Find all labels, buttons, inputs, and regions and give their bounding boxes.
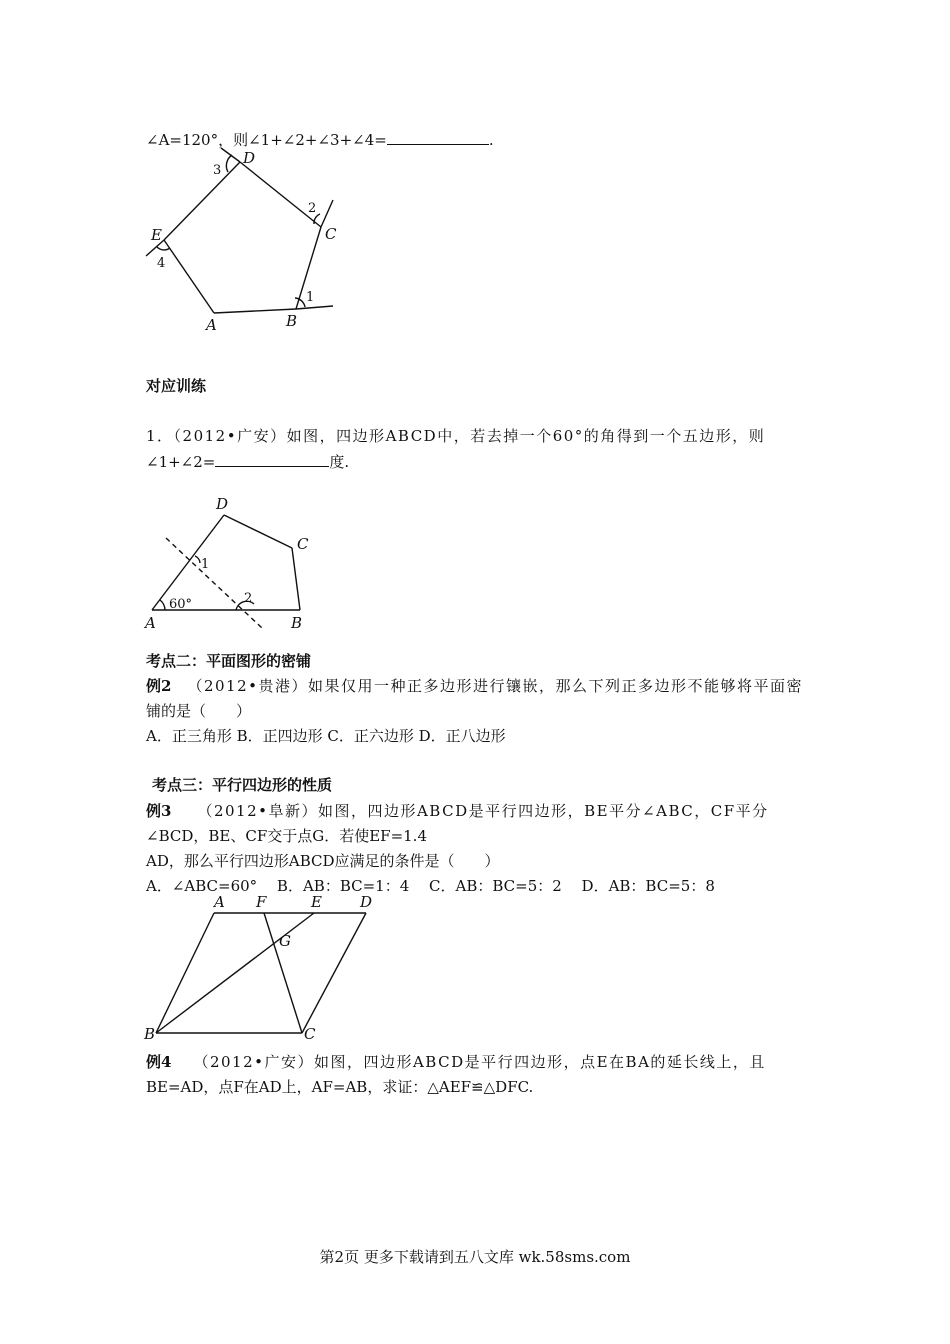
label-c: C — [304, 1025, 316, 1043]
ex4-line1 — [146, 1052, 766, 1072]
label-a: A — [214, 893, 225, 911]
side-cd — [224, 515, 292, 548]
angle-1-arc — [295, 298, 305, 307]
segment-be — [156, 913, 314, 1033]
ex4-line2: BE=AD，点F在AD上，AF=AB，求证：△AEF≌△DFC. — [146, 1078, 534, 1096]
point2-line2: 铺的是（ ） — [146, 702, 252, 720]
fig0-text: ∠A=120°，则∠1+∠2+∠3+∠4= — [146, 131, 387, 149]
label-3: 3 — [213, 163, 222, 178]
label-1: 1 — [201, 557, 210, 572]
extension-bc — [321, 200, 333, 227]
point3-title: 考点三：平行四边形的性质 — [152, 776, 333, 794]
section-heading-training: 对应训练 — [146, 377, 207, 395]
label-1: 1 — [306, 290, 315, 305]
example-label: 例2 — [146, 677, 172, 695]
fig0-question-line — [146, 130, 494, 150]
label-f: F — [256, 893, 267, 911]
pentagon-side-bc — [296, 227, 321, 309]
label-c: C — [325, 225, 337, 243]
label-e: E — [311, 893, 322, 911]
point2-title: 考点二：平面图形的密铺 — [146, 652, 312, 670]
label-b: B — [144, 1025, 156, 1043]
side-bc — [292, 548, 300, 610]
angle-1-arc — [195, 556, 200, 563]
label-a: A — [145, 614, 156, 632]
example-text: （2012•阜新）如图，四边形ABCD是平行四边形，BE平分∠ABC，CF平分 — [197, 802, 769, 820]
label-2: 2 — [308, 201, 317, 216]
label-d: D — [360, 893, 373, 911]
label-4: 4 — [157, 256, 166, 271]
pentagon-side-ea — [164, 240, 214, 313]
label-60-degrees: 60° — [169, 597, 193, 612]
label-b: B — [291, 614, 303, 632]
example-text: （2012•贵港）如果仅用一种正多边形进行镶嵌，那么下列正多边形不能够将平面密 — [187, 677, 803, 695]
label-a: A — [206, 316, 217, 334]
point2-line1 — [146, 676, 803, 696]
answer-blank — [215, 452, 329, 467]
extension-cd — [221, 148, 240, 162]
example-label: 例3 — [146, 802, 172, 820]
point3-line1 — [146, 801, 769, 821]
angle-60-arc — [160, 600, 165, 610]
extension-ab — [296, 306, 333, 309]
label-g: G — [279, 932, 291, 950]
label-c: C — [297, 535, 309, 553]
cut-line — [166, 538, 262, 628]
example-text: （2012•广安）如图，四边形ABCD是平行四边形，点E在BA的延长线上，且 — [193, 1053, 766, 1071]
label-e: E — [151, 226, 162, 244]
label-2: 2 — [244, 591, 253, 606]
point3-line2: ∠BCD，BE、CF交于点G．若使EF=1.4 — [146, 827, 427, 845]
point2-options: A．正三角形 B．正四边形 C．正六边形 D．正八边形 — [146, 727, 506, 745]
point3-line3: AD，那么平行四边形ABCD应满足的条件是（ ） — [146, 852, 500, 870]
side-da — [152, 515, 224, 610]
label-d: D — [216, 495, 229, 513]
angle-2-arc — [236, 601, 254, 610]
q1-line2 — [146, 452, 349, 472]
q1-line1: 1．（2012•广安）如图，四边形ABCD中，若去掉一个60°的角得到一个五边形，则 — [146, 427, 766, 445]
label-b: B — [286, 312, 298, 330]
extension-de — [146, 240, 164, 256]
answer-blank — [387, 130, 489, 145]
fig0-period: . — [488, 131, 494, 149]
segment-cf — [264, 913, 302, 1033]
q1-text: ∠1+∠2= — [146, 453, 216, 471]
side-dc — [302, 913, 366, 1033]
pentagon-side-cd — [240, 162, 321, 227]
angle-4-arc — [157, 247, 170, 250]
pentagon-side-ab — [214, 309, 296, 313]
example-label: 例4 — [146, 1053, 172, 1071]
side-ba — [156, 913, 214, 1033]
point3-options: A．∠ABC=60° B．AB：BC=1：4 C．AB：BC=5：2 D．AB：BC=5：8 — [146, 877, 715, 895]
label-d: D — [243, 149, 256, 167]
q1-unit: 度. — [329, 453, 350, 471]
page-footer: 第2页 更多下载请到五八文库 wk.58sms.com — [319, 1248, 631, 1266]
pentagon-side-de — [164, 162, 240, 240]
angle-2-arc — [314, 214, 320, 224]
angle-3-arc — [226, 155, 232, 172]
